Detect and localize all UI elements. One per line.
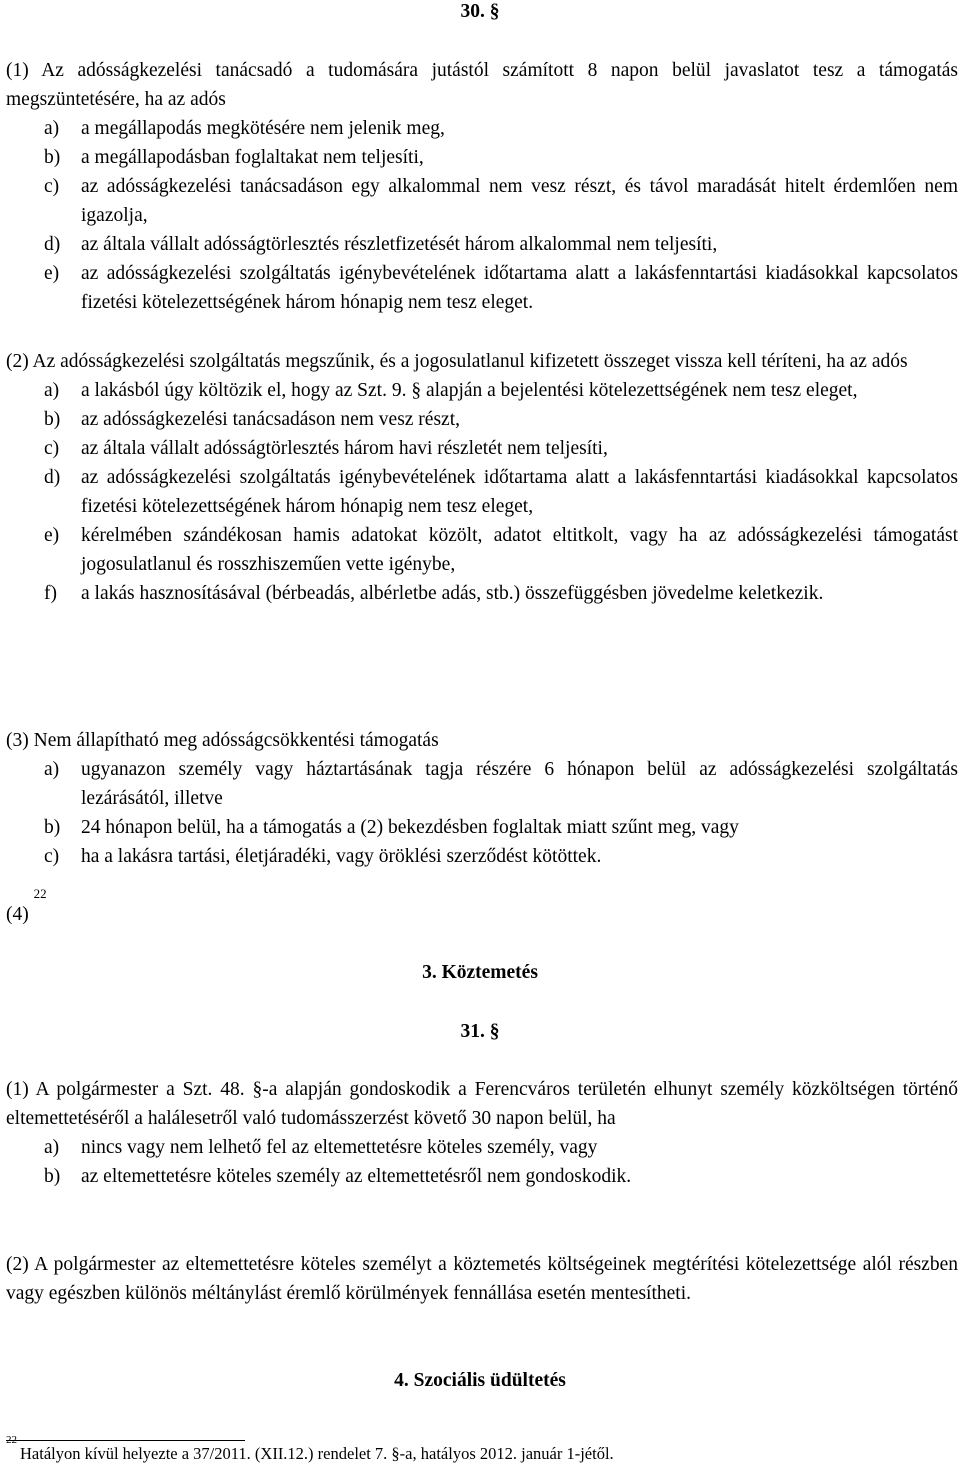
list-item: b) 24 hónapon belül, ha a támogatás a (2) bekezdésben foglaltak miatt szűnt meg, vagy [44, 817, 739, 838]
chapter-4-heading: 4. Szociális üdültetés [394, 1370, 566, 1391]
footnote-text: Hatályon kívül helyezte a 37/2011. (XII.12.) rendelet 7. §-a, hatályos 2012. január 1-jétől. [20, 1444, 614, 1463]
list-item: f) a lakás hasznosításával (bérbeadás, albérletbe adás, stb.) összefüggésben jövedelme keletkezik. [44, 583, 824, 604]
list-item: d) az adósságkezelési szolgáltatás igénybevételének időtartama alatt a lakásfenntartási kiadásokkal kapcsolatos fizetési kötelezettségének három hónapig nem tesz eleget, [44, 467, 958, 517]
list-item: a) ugyanazon személy vagy háztartásának tagja részére 6 hónapon belül az adósságkezelési szolgáltatás lezárásától, illetve [44, 759, 958, 809]
list-item: a) a megállapodás megkötésére nem jelenik meg, [44, 118, 445, 139]
section-31-paragraph-2: (2) A polgármester az eltemettetésre köteles személyt a köztemetés költségeinek megtérítési kötelezettsége alól részben vagy egészben különös méltánylást éremlő körülmények fennállása esetén mentesítheti. [6, 1254, 958, 1304]
section-30-paragraph-4 [6, 886, 958, 929]
footnote-number: 22 [6, 1434, 17, 1446]
chapter-3-heading: 3. Köztemetés [422, 962, 538, 983]
list-item: d) az általa vállalt adósságtörlesztés részletfizetését három alkalommal nem teljesíti, [44, 234, 718, 255]
list-item: c) az adósságkezelési tanácsadáson egy alkalommal nem vesz részt, és távol maradását hitelt érdemlően nem igazolja, [44, 176, 958, 226]
list-item: c) az általa vállalt adósságtörlesztés három havi részletét nem teljesíti, [44, 438, 608, 459]
list-item: b) a megállapodásban foglaltakat nem teljesíti, [44, 147, 424, 168]
section-30-paragraph-2 [6, 347, 958, 608]
list-item: e) kérelmében szándékosan hamis adatokat közölt, adatot eltitkolt, vagy ha az adósságkezelési támogatást jogosulatlanul és rosszhiszeműen vette igénybe, [44, 525, 958, 575]
footnote [6, 1434, 614, 1465]
section-31-paragraph-1 [6, 1075, 958, 1191]
paragraph-intro: (1) A polgármester a Szt. 48. §-a alapján gondoskodik a Ferencváros területén elhunyt személy közköltségen történő eltemettetéséről a halálesetről való tudomásszerzést követő 30 napon belül, ha [6, 1079, 958, 1129]
list-item: c) ha a lakásra tartási, életjáradéki, vagy öröklési szerződést kötöttek. [44, 846, 602, 867]
list-item: a) nincs vagy nem lelhető fel az eltemettetésre köteles személy, vagy [44, 1137, 598, 1158]
paragraph-intro: (2) Az adósságkezelési szolgáltatás megszűnik, és a jogosulatlanul kifizetett összeget vissza kell téríteni, ha az adós [6, 351, 908, 372]
paragraph-intro: (3) Nem állapítható meg adósságcsökkentési támogatás [6, 730, 439, 751]
footnote-divider [6, 1440, 245, 1441]
list-item: e) az adósságkezelési szolgáltatás igénybevételének időtartama alatt a lakásfenntartási kiadásokkal kapcsolatos fizetési kötelezettségének három hónapig nem tesz eleget. [44, 263, 958, 313]
footnote-reference: 22 [33, 886, 47, 901]
list-item: a) a lakásból úgy költözik el, hogy az Szt. 9. § alapján a bejelentési kötelezettségének nem tesz eleget, [44, 380, 858, 401]
list-item: b) az eltemettetésre köteles személy az eltemettetésről nem gondoskodik. [44, 1166, 632, 1187]
section-31-heading: 31. § [460, 1021, 500, 1042]
section-30-paragraph-3 [6, 726, 958, 871]
section-30-paragraph-1 [6, 56, 958, 317]
paragraph-label: (4) [6, 904, 29, 925]
paragraph-intro: (1) Az adósságkezelési tanácsadó a tudomására jutástól számított 8 napon belül javaslatot tesz a támogatás megszüntetésére, ha az adós [6, 60, 958, 110]
section-30-heading: 30. § [460, 1, 500, 22]
list-item: b) az adósságkezelési tanácsadáson nem vesz részt, [44, 409, 460, 430]
